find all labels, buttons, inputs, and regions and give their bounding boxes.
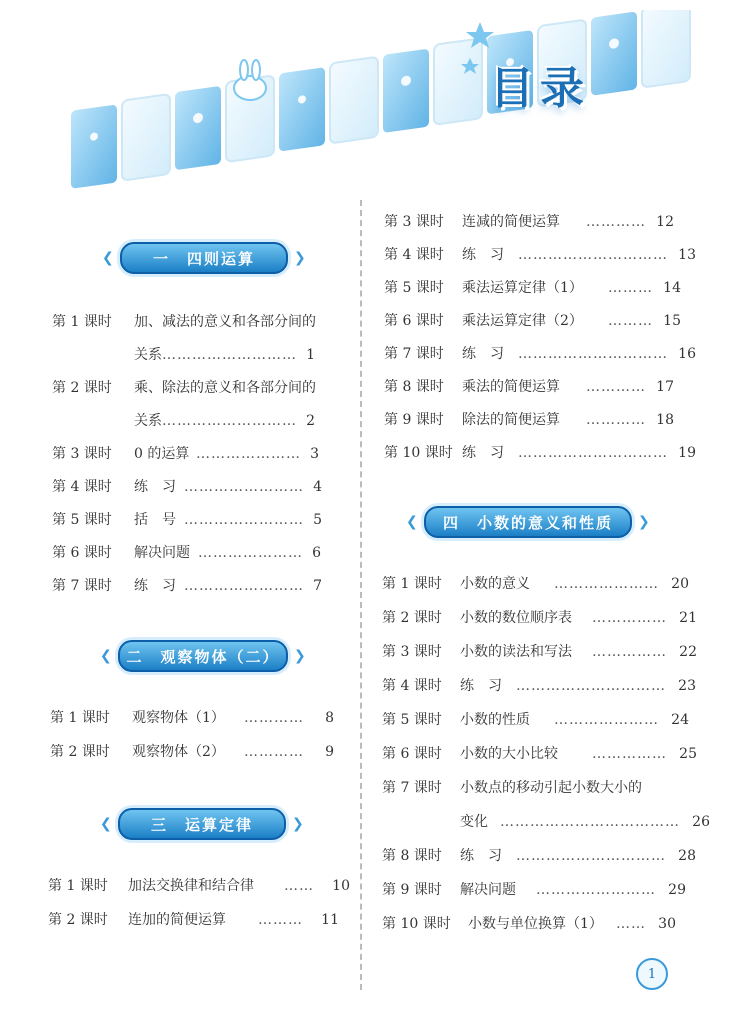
toc-entry[interactable]: 第 5 课时 括 号 …………………… 5: [52, 512, 322, 528]
leader-dots: ……………………: [184, 578, 304, 594]
leader-dots: …………………………: [516, 848, 666, 864]
leader-dots: ………: [608, 280, 653, 296]
leader-dots: …………: [244, 710, 304, 726]
toc-entry[interactable]: 第 7 课时 小数点的移动引起小数大小的: [382, 780, 642, 796]
page-number: 24: [671, 712, 689, 728]
toc-entry[interactable]: 关系 ……………………… 1: [134, 347, 315, 363]
leader-dots: ………: [258, 912, 303, 928]
toc-entry[interactable]: 第 5 课时 乘法运算定律（1） ……… 14: [384, 280, 681, 296]
ribbon-right-icon: ❯: [638, 514, 652, 530]
page-number: 22: [679, 644, 697, 660]
leader-dots: …………: [586, 412, 646, 428]
toc-entry[interactable]: 第 10 课时 小数与单位换算（1） …… 30: [382, 916, 676, 932]
leader-dots: ………………………: [162, 413, 297, 429]
leader-dots: ………………………………: [500, 814, 680, 830]
toc-entry[interactable]: 关系 ……………………… 2: [134, 413, 315, 429]
toc-entry[interactable]: 第 4 课时 练 习 …………………… 4: [52, 479, 322, 495]
leader-dots: ……………………: [184, 479, 304, 495]
leader-dots: ……………: [592, 644, 667, 660]
toc-entry[interactable]: 第 8 课时 练 习 ………………………… 28: [382, 848, 696, 864]
page-number: 26: [692, 814, 710, 830]
ribbon-left-icon: ❮: [100, 816, 114, 832]
leader-dots: …………………………: [518, 346, 668, 362]
leader-dots: …………: [586, 379, 646, 395]
toc-entry[interactable]: 第 1 课时 小数的意义 ………………… 20: [382, 576, 689, 592]
leader-dots: ……………: [592, 610, 667, 626]
column-divider: [360, 200, 362, 990]
bunny-icon: [234, 60, 266, 100]
toc-entry[interactable]: 第 9 课时 除法的简便运算 ………… 18: [384, 412, 674, 428]
toc-entry[interactable]: 第 6 课时 解决问题 ………………… 6: [52, 545, 321, 561]
toc-entry[interactable]: 第 4 课时 练 习 ………………………… 23: [382, 678, 696, 694]
toc-entry[interactable]: 第 6 课时 小数的大小比较 …………… 25: [382, 746, 697, 762]
toc-entry[interactable]: 第 4 课时 练 习 ………………………… 13: [384, 247, 696, 263]
leader-dots: ……………………: [536, 882, 656, 898]
toc-entry[interactable]: 第 10 课时 练 习 ………………………… 19: [384, 445, 696, 461]
leader-dots: ……: [284, 878, 314, 894]
ribbon-left-icon: ❮: [102, 250, 116, 266]
section-header-3: [100, 808, 306, 840]
page-number: 7: [313, 578, 322, 594]
page-number: 17: [656, 379, 674, 395]
ribbon-left-icon: ❮: [406, 514, 420, 530]
page-number: 9: [325, 744, 334, 760]
page-number: 4: [313, 479, 322, 495]
page-number: 1: [306, 347, 315, 363]
page-number: 13: [678, 247, 696, 263]
page-number: 10: [332, 878, 350, 894]
toc-entry[interactable]: 第 9 课时 解决问题 …………………… 29: [382, 882, 686, 898]
page-number: 6: [312, 545, 321, 561]
leader-dots: …………: [244, 744, 304, 760]
page-number: 8: [325, 710, 334, 726]
toc-entry[interactable]: 变化 ……………………………… 26: [460, 814, 710, 830]
page-number: 11: [321, 912, 339, 928]
section-header-label: 四 小数的意义和性质: [442, 513, 613, 532]
toc-entry[interactable]: 第 2 课时 观察物体（2） ………… 9: [50, 744, 334, 760]
leader-dots: ……: [616, 916, 646, 932]
section-header-4: [406, 506, 652, 538]
leader-dots: …………: [586, 214, 646, 230]
page-number: 15: [663, 313, 681, 329]
toc-entry[interactable]: 第 5 课时 小数的性质 ………………… 24: [382, 712, 689, 728]
page-number: 12: [656, 214, 674, 230]
section-header-label: 三 运算定律: [150, 815, 253, 834]
section-header-2: [100, 640, 308, 672]
leader-dots: …………………………: [518, 445, 668, 461]
page-number: 21: [679, 610, 697, 626]
banner-illustration: [50, 10, 730, 200]
page-number: 30: [658, 916, 676, 932]
toc-entry[interactable]: 第 1 课时 加、减法的意义和各部分间的: [52, 314, 316, 330]
leader-dots: …………………: [196, 446, 301, 462]
page-number-badge: 1: [636, 958, 668, 990]
leader-dots: …………………: [554, 576, 659, 592]
page-number: 18: [656, 412, 674, 428]
page-number: 2: [306, 413, 315, 429]
leader-dots: …………………: [554, 712, 659, 728]
leader-dots: …………………: [198, 545, 303, 561]
section-header-label: 一 四则运算: [152, 249, 255, 268]
toc-entry[interactable]: 第 1 课时 加法交换律和结合律 …… 10: [48, 878, 350, 894]
page-number: 20: [671, 576, 689, 592]
ribbon-left-icon: ❮: [100, 648, 114, 664]
page-number: 5: [313, 512, 322, 528]
ribbon-right-icon: ❯: [292, 816, 306, 832]
leader-dots: ………………………: [162, 347, 297, 363]
section-header-label: 二 观察物体（二）: [126, 647, 280, 666]
toc-entry[interactable]: 第 2 课时 小数的数位顺序表 …………… 21: [382, 610, 697, 626]
toc-entry[interactable]: 第 1 课时 观察物体（1） ………… 8: [50, 710, 334, 726]
toc-entry[interactable]: 第 3 课时 连减的简便运算 ………… 12: [384, 214, 674, 230]
page-number: 3: [310, 446, 319, 462]
page-number: 25: [679, 746, 697, 762]
leader-dots: ……………………: [184, 512, 304, 528]
toc-entry[interactable]: 第 2 课时 连加的简便运算 ……… 11: [48, 912, 339, 928]
leader-dots: ………: [608, 313, 653, 329]
page-title: 目录: [490, 63, 590, 114]
toc-entry[interactable]: 第 7 课时 练 习 …………………… 7: [52, 578, 322, 594]
toc-entry[interactable]: 第 7 课时 练 习 ………………………… 16: [384, 346, 696, 362]
ribbon-right-icon: ❯: [294, 250, 308, 266]
toc-entry[interactable]: 第 6 课时 乘法运算定律（2） ……… 15: [384, 313, 681, 329]
page-number: 23: [678, 678, 696, 694]
section-header-1: [102, 242, 308, 274]
leader-dots: …………………………: [518, 247, 668, 263]
leader-dots: ……………: [592, 746, 667, 762]
toc-entry[interactable]: 第 2 课时 乘、除法的意义和各部分间的: [52, 380, 316, 396]
page-number: 29: [668, 882, 686, 898]
leader-dots: …………………………: [516, 678, 666, 694]
toc-entry[interactable]: 第 3 课时 0 的运算 ………………… 3: [52, 446, 319, 462]
page-number: 19: [678, 445, 696, 461]
toc-entry[interactable]: 第 3 课时 小数的读法和写法 …………… 22: [382, 644, 697, 660]
toc-entry[interactable]: 第 8 课时 乘法的简便运算 ………… 17: [384, 379, 674, 395]
page-number: 14: [663, 280, 681, 296]
page-number: 16: [678, 346, 696, 362]
page-number: 28: [678, 848, 696, 864]
ribbon-right-icon: ❯: [294, 648, 308, 664]
